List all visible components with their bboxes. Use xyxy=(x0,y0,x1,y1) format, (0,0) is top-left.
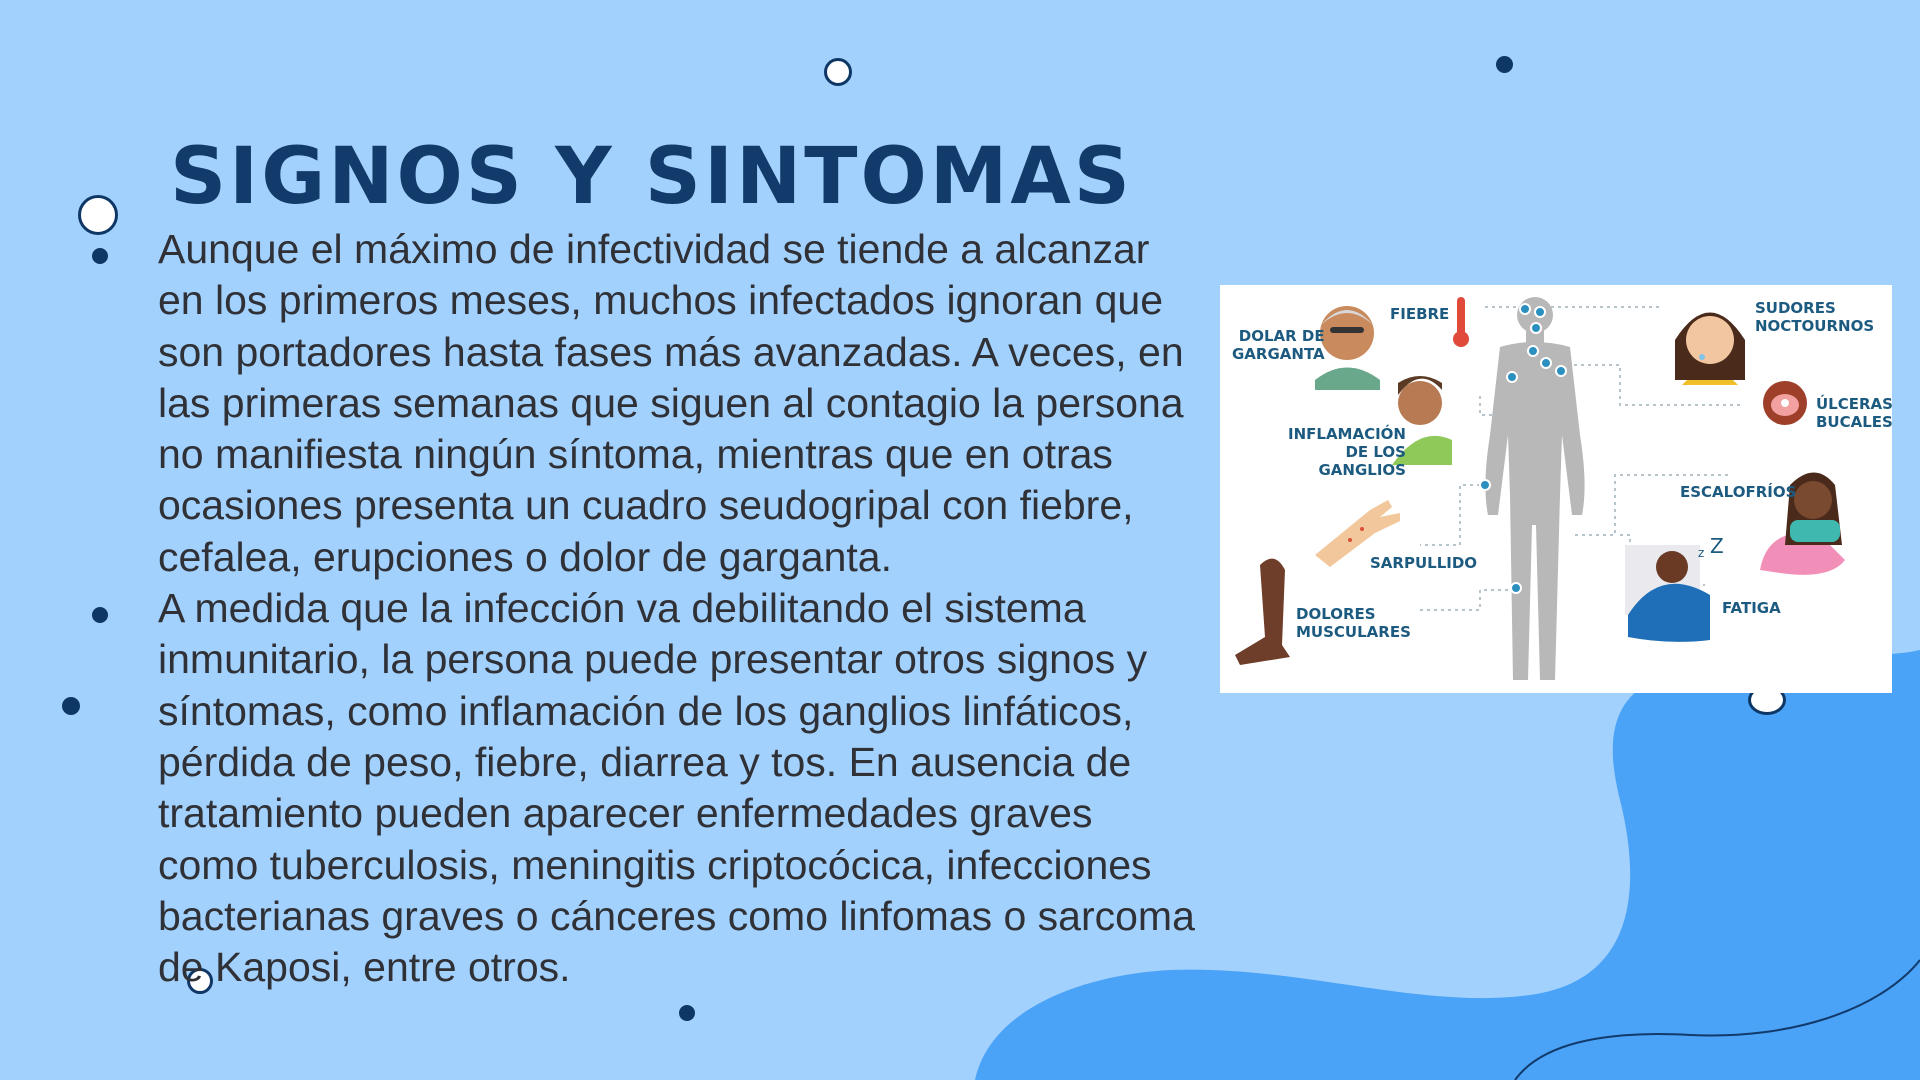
label-chills: ESCALOFRÍOS xyxy=(1680,483,1797,501)
svg-text:z: z xyxy=(1698,546,1705,560)
person-face-icon xyxy=(1675,313,1745,386)
label-mouth-ulcers: ÚLCERAS BUCALES xyxy=(1816,395,1893,431)
decorative-dot xyxy=(679,1005,695,1021)
label-muscle-pain: DOLORES MUSCULARES xyxy=(1296,605,1411,641)
bullet-item: Aunque el máximo de infectividad se tiende a alcanzar en los primeros meses, muchos infectados ignoran que son portadores hasta fases más avanzadas. A veces, en las primeras semanas que siguen al contagio la persona no manifiesta ningún síntoma, mientras que en otras ocasiones presenta un cuadro seudogripal con fiebre, cefalea, erupciones o dolor de garganta. xyxy=(158,224,1198,583)
slide-title: SIGNOS Y SINTOMAS xyxy=(170,132,1133,222)
label-fever: FIEBRE xyxy=(1390,305,1450,323)
mouth-ulcer-icon xyxy=(1763,381,1807,425)
decorative-dot xyxy=(78,195,118,235)
decorative-dot xyxy=(62,697,80,715)
label-rash: SARPULLIDO xyxy=(1370,554,1478,572)
sleeping-person-icon xyxy=(1625,534,1724,642)
label-lymph-nodes: INFLAMACIÓN DE LOS GANGLIOS xyxy=(1288,425,1406,479)
thermometer-icon xyxy=(1453,297,1469,347)
bullet-item: A medida que la infección va debilitando el sistema inmunitario, la persona puede presentar otros signos y síntomas, como inflamación de los ganglios linfáticos, pérdida de peso, fiebre, diarrea y tos. En ausencia de tratamiento pueden aparecer enfermedades graves como tuberculosis, meningitis criptocócica, infecciones bacterianas graves o cánceres como linfomas o sarcoma de Kaposi, entre otros. xyxy=(158,583,1198,993)
leg-icon xyxy=(1235,559,1290,665)
label-sore-throat: DOLAR DE GARGANTA xyxy=(1232,327,1325,363)
svg-text:Z: Z xyxy=(1710,534,1724,558)
label-fatigue: FATIGA xyxy=(1722,599,1781,617)
bullet-list xyxy=(158,224,1198,993)
symptoms-infographic xyxy=(1220,285,1892,693)
decorative-dot xyxy=(824,58,852,86)
label-night-sweats: SUDORES NOCTOURNOS xyxy=(1755,299,1875,335)
decorative-dot xyxy=(1496,56,1513,73)
